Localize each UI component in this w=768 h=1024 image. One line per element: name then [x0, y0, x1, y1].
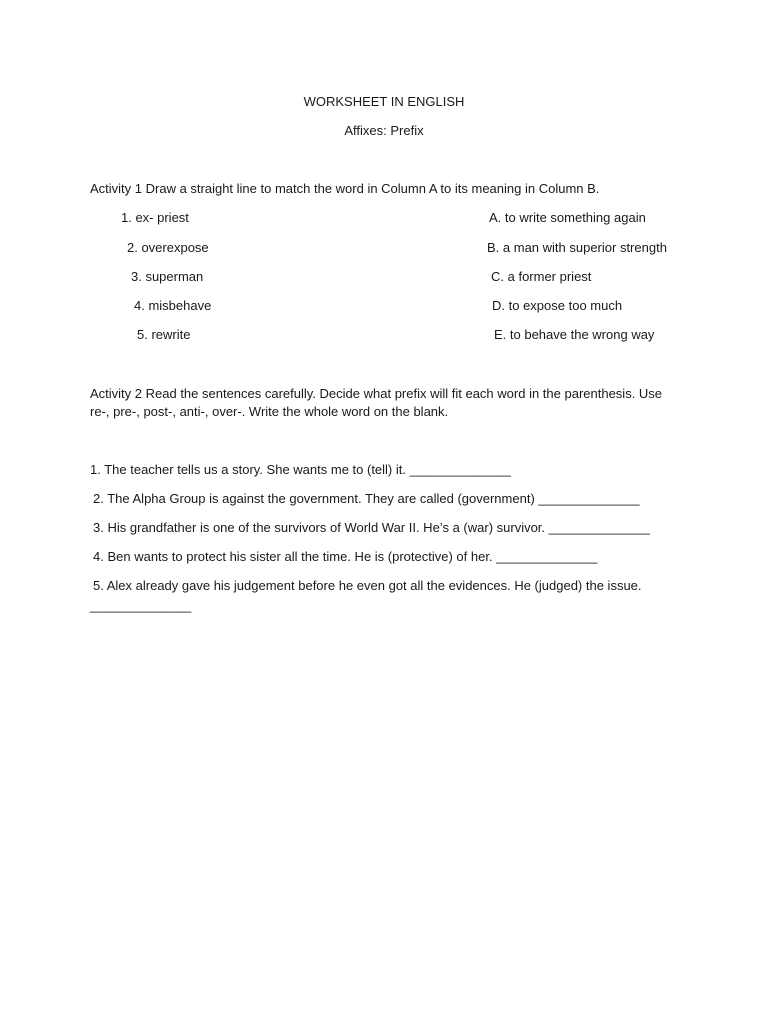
column-b-item: C. a former priest [491, 269, 592, 284]
column-b-item: B. a man with superior strength [487, 240, 667, 255]
column-a-item: 4. misbehave [134, 298, 212, 313]
column-a-item: 3. superman [131, 269, 204, 284]
column-a-item: 2. overexpose [127, 240, 209, 255]
sentence-item: 4. Ben wants to protect his sister all the time. He is (protective) of her. ______________ [93, 549, 598, 564]
activity2-heading: Activity 2 Read the sentences carefully. Decide what prefix will fit each word in the parenthesis. Use re-, pre-, post-, anti-, over-. Write the whole word on the blank. [90, 386, 663, 419]
column-b-item: D. to expose too much [492, 298, 623, 313]
sentence-item: 1. The teacher tells us a story. She wants me to (tell) it. ______________ [90, 462, 511, 477]
sentence-item: 5. Alex already gave his judgement before he even got all the evidences. He (judged) the issue. [93, 578, 642, 593]
page-subtitle: Affixes: Prefix [344, 123, 424, 138]
column-b-item: E. to behave the wrong way [494, 327, 655, 342]
answer-blank: ______________ [90, 598, 192, 613]
activity1-heading: Activity 1 Draw a straight line to match the word in Column A to its meaning in Column B. [90, 181, 600, 196]
sentence-item: 3. His grandfather is one of the survivors of World War II. He’s a (war) survivor. ______________ [93, 520, 650, 535]
column-b-item: A. to write something again [489, 210, 646, 225]
sentence-item: 2. The Alpha Group is against the government. They are called (government) ______________ [93, 491, 640, 506]
page-title: WORKSHEET IN ENGLISH [303, 94, 465, 109]
column-a-item: 1. ex- priest [121, 210, 189, 225]
column-a-item: 5. rewrite [137, 327, 191, 342]
